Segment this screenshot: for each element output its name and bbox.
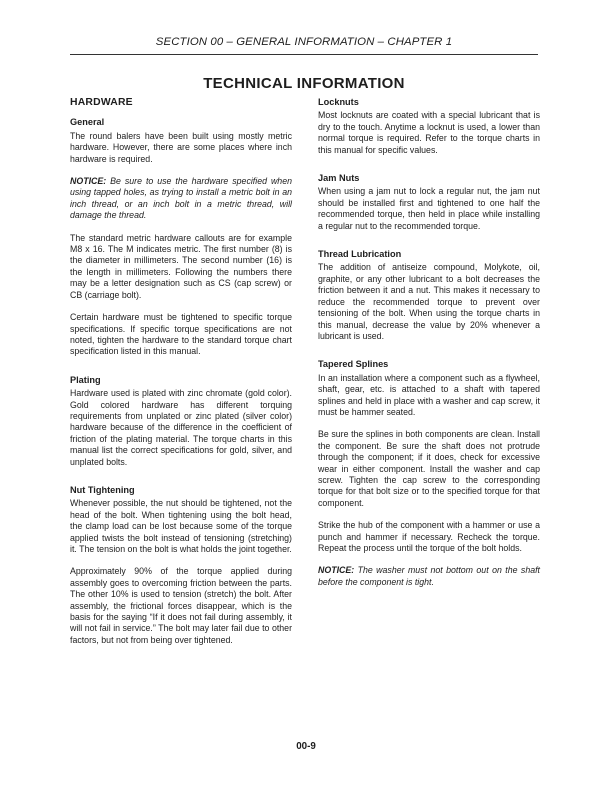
nut-tightening-heading: Nut Tightening bbox=[70, 484, 135, 495]
notice-label: NOTICE: bbox=[70, 176, 107, 187]
tapered-splines-paragraph-2: Be sure the splines in both components are clean. Install the component. Be sure the shaft does not protrude through the component; if it does, check for excessive wear in either component. Install the washer and cap screw. Tighten the cap screw to the corresponding torque for that bolt size or to the specified torque for that component. bbox=[318, 429, 540, 508]
thread-lubrication-paragraph: The addition of antiseize compound, Molykote, oil, graphite, or any other lubricant to a bolt decreases the friction between it and a nut. This makes it necessary to reduce the recommended torque to prevent over tensioning of the bolt. When using the torque charts in this manual, decrease the value by 20% whenever a lubricant is used. bbox=[318, 262, 540, 341]
locknuts-heading: Locknuts bbox=[318, 97, 359, 107]
jam-nuts-heading: Jam Nuts bbox=[318, 173, 360, 184]
page-title: TECHNICAL INFORMATION bbox=[203, 75, 405, 92]
tapered-splines-paragraph-3: Strike the hub of the component with a hammer or use a punch and hammer if necessary. Recheck the torque. Repeat the process until the torque of the bolt holds. bbox=[318, 520, 540, 553]
nut-tightening-paragraph-1: Whenever possible, the nut should be tightened, not the head of the bolt. When tightening using the bolt head, the clamp load can be lost because some of the torque applied twists the bolt instead of tensioning (stretching) it. The tension on the bolt is what holds the joint together. bbox=[70, 498, 292, 554]
general-paragraph-1: The round balers have been built using mostly metric hardware. However, there are some places where inch hardware is required. bbox=[70, 130, 292, 164]
notice-text: The washer must not bottom out on the shaft before the component is tight. bbox=[318, 565, 540, 587]
right-column bbox=[318, 97, 540, 599]
jam-nuts-paragraph: When using a jam nut to lock a regular nut, the jam nut should be installed first and tightened to one half the recommended torque, then held in place while installing a regular nut to the recommended torque. bbox=[318, 186, 540, 231]
page-number: 00-9 bbox=[296, 741, 316, 752]
left-column bbox=[70, 97, 292, 657]
tapered-splines-paragraph-1: In an installation where a component such as a flywheel, shaft, gear, etc. is attached to a shaft with tapered splines and held in place with a washer and cap screw, it must be hammer seated. bbox=[318, 372, 540, 417]
tapered-splines-notice bbox=[318, 565, 540, 588]
notice-label: NOTICE: bbox=[318, 565, 355, 576]
plating-paragraph: Hardware used is plated with zinc chromate (gold color). Gold colored hardware has different torquing requirements from unplated or zinc plated (silver color) hardware because of the difference in the coefficient of friction of the plating material. The torque charts in this manual list the correct specifications for gold, silver, and unplated bolts. bbox=[70, 388, 292, 467]
locknuts-paragraph: Most locknuts are coated with a special lubricant that is dry to the touch. Anytime a locknut is used, a lower than normal torque is required. Refer to the torque charts in this manual for specific values. bbox=[318, 110, 540, 155]
general-notice bbox=[70, 176, 292, 222]
general-paragraph-3: Certain hardware must be tightened to specific torque specifications. If specific torque specifications are not noted, tighten the hardware to the standard torque chart specification listed in this manual. bbox=[70, 312, 292, 357]
tapered-splines-heading: Tapered Splines bbox=[318, 359, 389, 370]
plating-heading: Plating bbox=[70, 374, 101, 385]
nut-tightening-paragraph-2: Approximately 90% of the torque applied during assembly goes to overcoming friction between the parts. The other 10% is used to tension (stretch) the bolt. After assembly, the frictional forces disappear, which is the basis for the saying “If it does not fail during assembly, it will not fail in service.” The bolt may later fail due to other factors, but not from being over tightened. bbox=[70, 566, 292, 645]
general-paragraph-2: The standard metric hardware callouts are for example M8 x 16. The M indicates metric. The first number (8) is the diameter in millimeters. The second number (16) is the length in millimeters. Following the numbers there may be a letter designation such as CS (cap screw) or CB (carriage bolt). bbox=[70, 232, 292, 300]
general-heading: General bbox=[70, 117, 105, 128]
thread-lubrication-heading: Thread Lubrication bbox=[318, 249, 402, 260]
hardware-heading: HARDWARE bbox=[70, 97, 133, 108]
running-head: SECTION 00 – GENERAL INFORMATION – CHAPTER 1 bbox=[155, 36, 453, 48]
notice-text: Be sure to use the hardware specified when using tapped holes, as trying to install a metric bolt in an inch thread, or an inch bolt in a metric thread, will damage the thread. bbox=[70, 176, 292, 221]
header-rule bbox=[70, 54, 538, 55]
